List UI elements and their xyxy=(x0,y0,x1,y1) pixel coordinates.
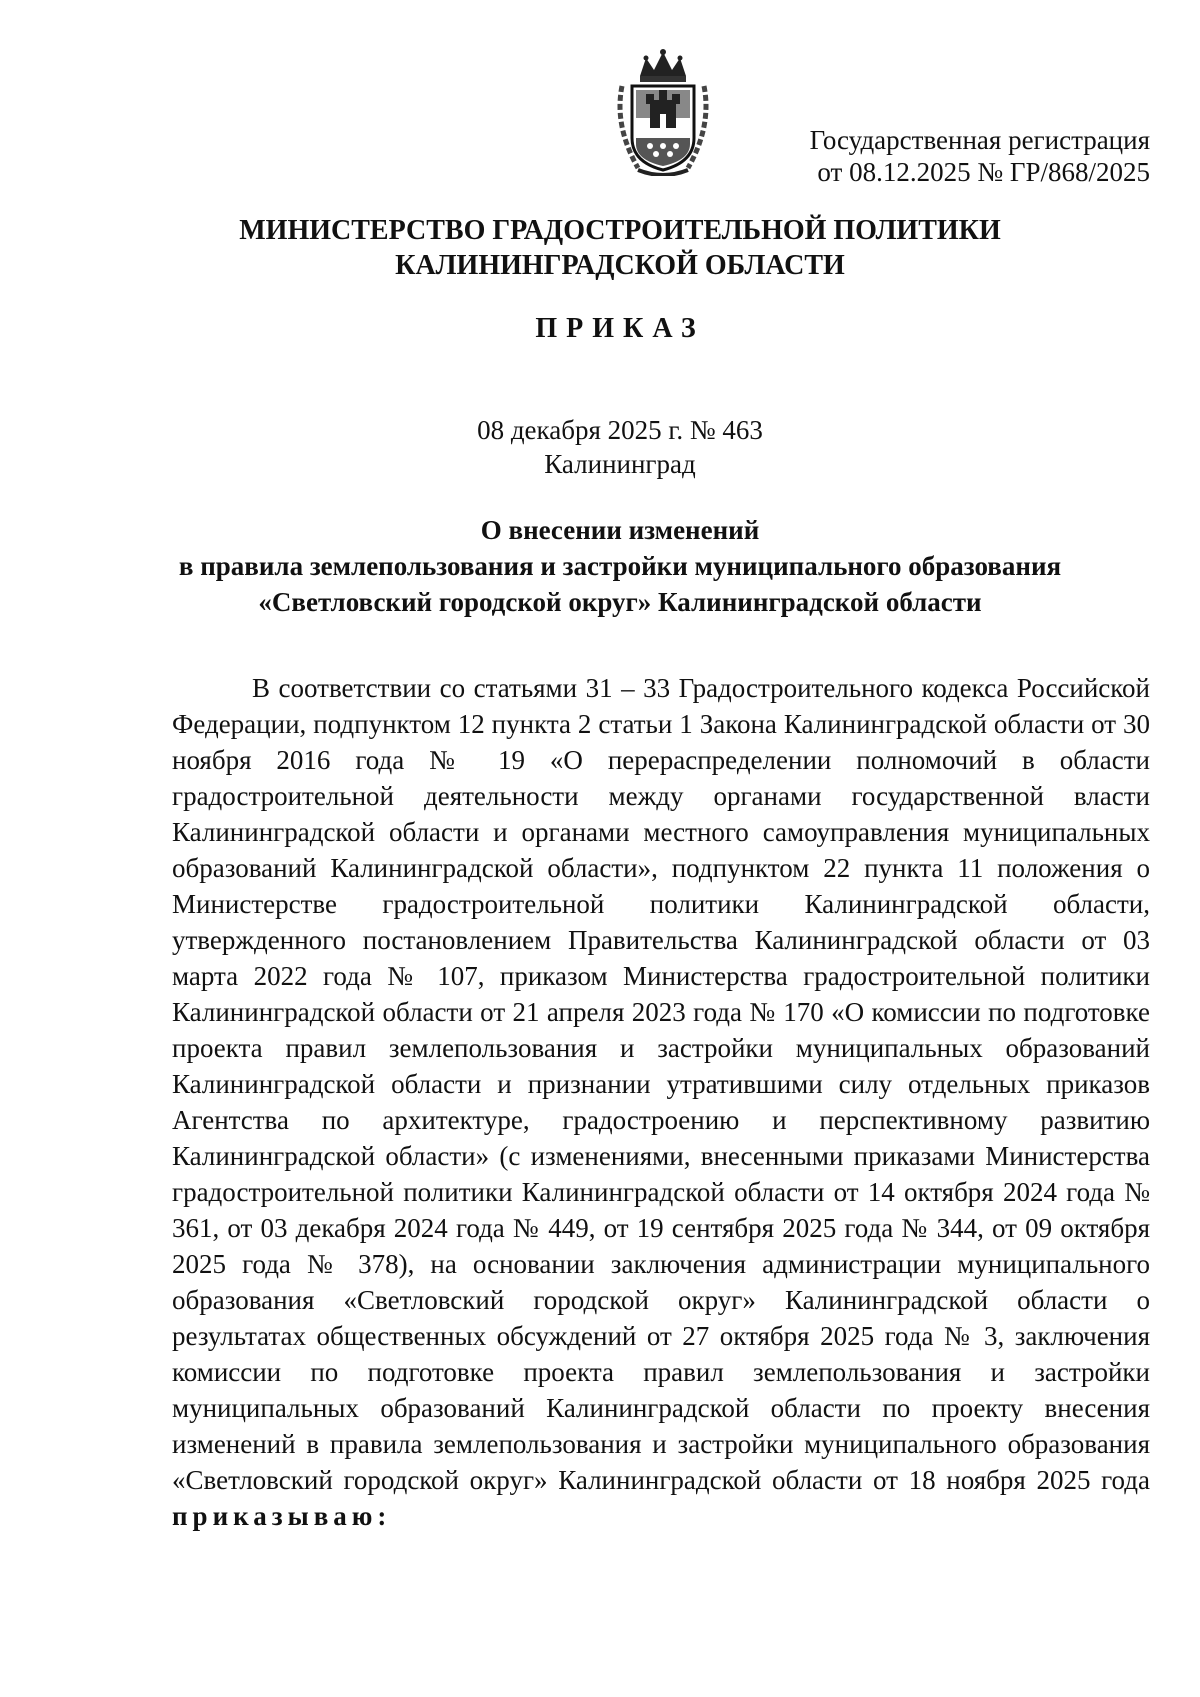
order-subject-line3: «Светловский городской округ» Калининградской области xyxy=(258,587,982,617)
order-subject-line1: О внесении изменений xyxy=(480,515,760,545)
order-date-block xyxy=(420,413,820,481)
registration-label: Государственная регистрация xyxy=(809,125,1150,155)
order-body-text: В соответствии со статьями 31 – 33 Градостроительного кодекса Российской Федерации, подпунктом 12 пункта 2 статьи 1 Закона Калининградской области от 30 ноября 2016 года № 19 «О перераспределении полномочий в области градостроительной деятельности между органами государственной власти Калининградской области и органами местного самоуправления муниципальных образований Калининградской области», подпунктом 22 пункта 11 положения о Министерстве градостроительной политики Калининградской области, утвержденного постановлением Правительства Калининградской области от 03 марта 2022 года № 107, приказом Министерства градостроительной политики Калининградской области от 21 апреля 2023 года № 170 «О комиссии по подготовке проекта правил землепользования и застройки муниципальных образований Калининградской области и признании утратившими силу отдельных приказов Агентства по архитектуре, градостроению и перспективному развитию Калининградской области» (с изменениями, внесенными приказами Министерства градостроительной политики Калининградской области от 14 октября 2024 года № 361, от 03 декабря 2024 года № 449, от 19 сентября 2025 года № 344, от 09 октября 2025 года № 378), на основании заключения администрации муниципального образования «Светловский городской округ» Калининградской области о результатах общественных обсуждений от 27 октября 2025 года № 3, заключения комиссии по подготовке проекта правил землепользования и застройки муниципальных образований Калининградской области по проекту внесения изменений в правила землепользования и застройки муниципального образования «Светловский городской округ» Калининградской области от 18 ноября 2025 года xyxy=(172,673,1150,1495)
order-resolution: приказываю: xyxy=(172,1501,392,1531)
ministry-name xyxy=(180,213,1060,283)
ministry-name-line1: МИНИСТЕРСТВО ГРАДОСТРОИТЕЛЬНОЙ ПОЛИТИКИ xyxy=(239,215,1001,246)
order-date-number: 08 декабря 2025 г. № 463 xyxy=(477,415,763,445)
ministry-name-line2: КАЛИНИНГРАДСКОЙ ОБЛАСТИ xyxy=(395,250,845,281)
state-registration xyxy=(790,124,1150,188)
order-body-paragraph xyxy=(172,670,1150,1534)
order-city: Калининград xyxy=(544,449,696,479)
coat-of-arms-icon xyxy=(610,46,716,176)
order-title: ПРИКАЗ xyxy=(535,313,705,344)
order-subject-line2: в правила землепользования и застройки муниципального образования xyxy=(178,551,1062,581)
order-subject xyxy=(160,512,1080,620)
registration-number: от 08.12.2025 № ГР/868/2025 xyxy=(817,157,1150,187)
